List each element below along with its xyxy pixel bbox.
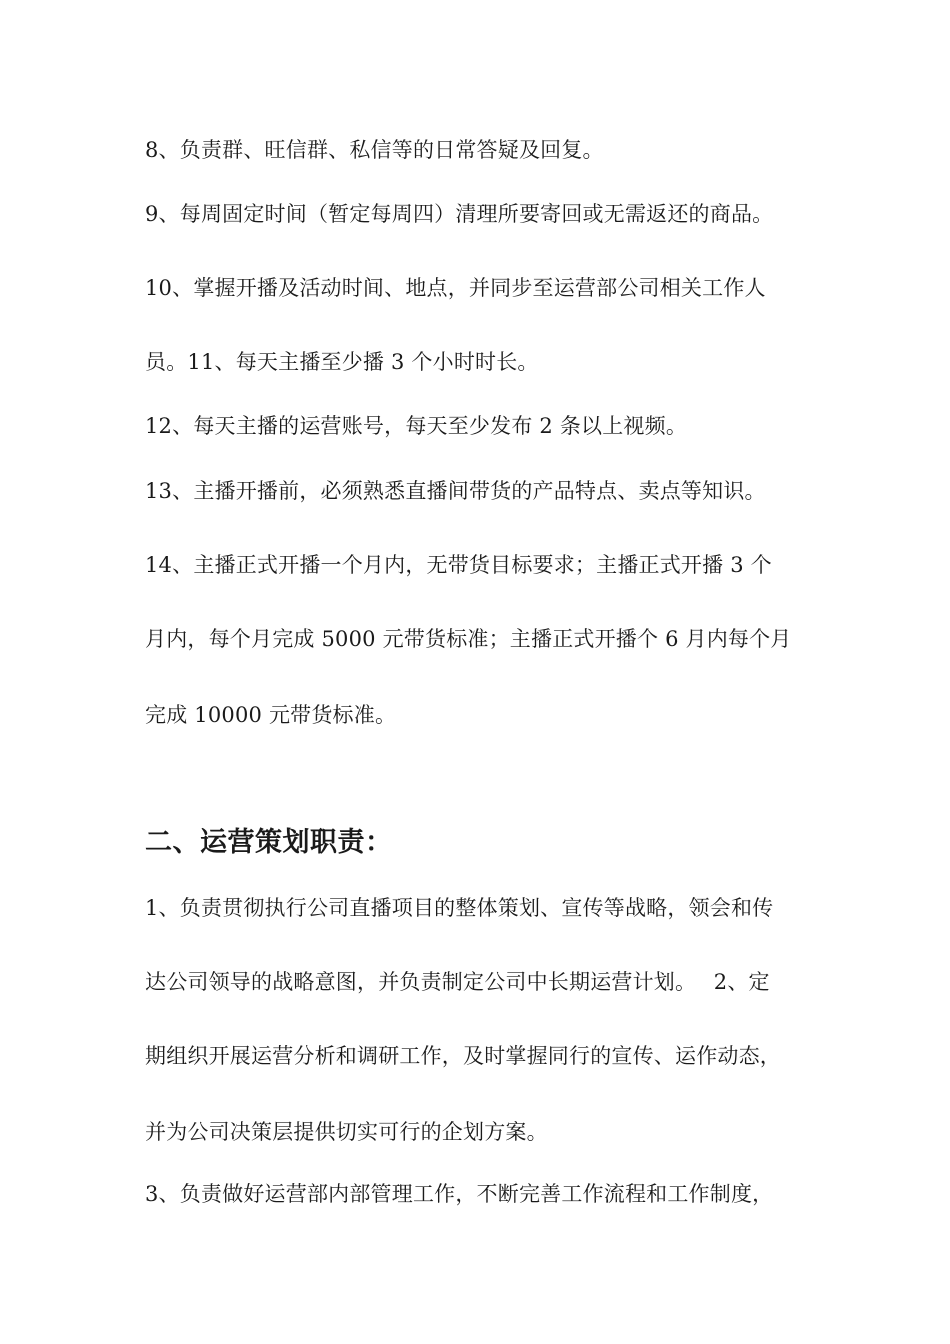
duty-2-line-2: 期组织开展运营分析和调研工作，及时掌握同行的宣传、运作动态，	[145, 1044, 781, 1068]
duty-3-line-1: 3、负责做好运营部内部管理工作，不断完善工作流程和工作制度，	[145, 1182, 774, 1206]
duty-1-line-1: 1、负责贯彻执行公司直播项目的整体策划、宣传等战略，领会和传	[145, 896, 774, 920]
list-item-10-line-1: 10、掌握开播及活动时间、地点，并同步至运营部公司相关工作人	[145, 276, 766, 300]
list-item-8: 8、负责群、旺信群、私信等的日常答疑及回复。	[145, 138, 604, 162]
list-item-13: 13、主播开播前，必须熟悉直播间带货的产品特点、卖点等知识。	[145, 479, 766, 503]
list-item-14-line-3: 完成 10000 元带货标准。	[145, 703, 397, 727]
section-heading: 二、运营策划职责：	[145, 827, 393, 858]
duty-1-2-line: 达公司领导的战略意图，并负责制定公司中长期运营计划。 2、定	[145, 970, 770, 994]
list-item-10-11-line: 员。11、每天主播至少播 3 个小时时长。	[145, 350, 539, 374]
list-item-12: 12、每天主播的运营账号，每天至少发布 2 条以上视频。	[145, 414, 688, 438]
duty-2-line-3: 并为公司决策层提供切实可行的企划方案。	[145, 1120, 548, 1144]
list-item-14-line-1: 14、主播正式开播一个月内，无带货目标要求；主播正式开播 3 个	[145, 553, 772, 577]
list-item-9: 9、每周固定时间（暂定每周四）清理所要寄回或无需返还的商品。	[145, 202, 774, 226]
list-item-14-line-2: 月内，每个月完成 5000 元带货标准；主播正式开播个 6 月内每个月	[145, 627, 792, 651]
